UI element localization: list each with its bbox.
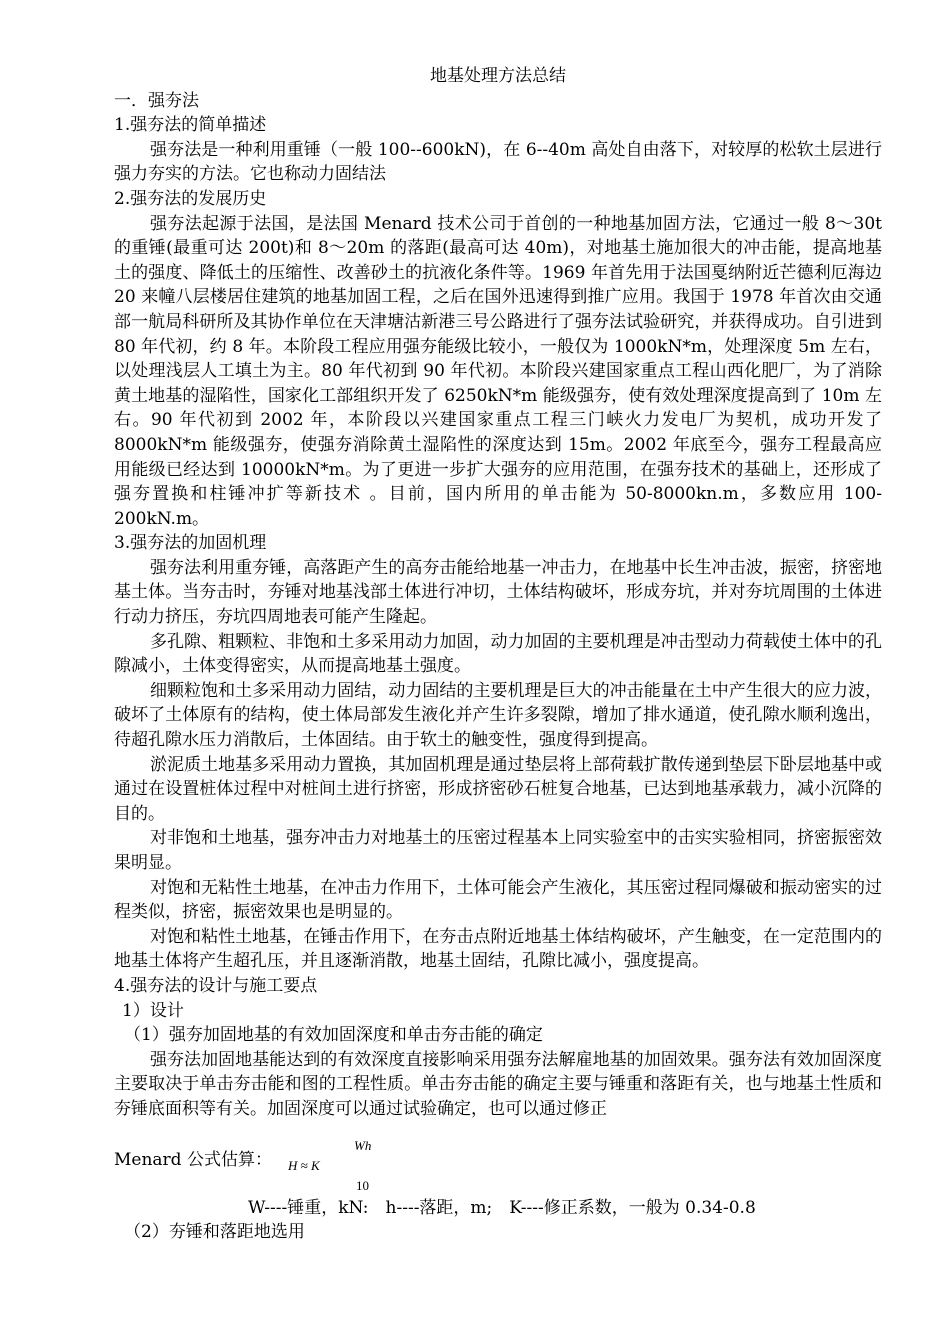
document-page: [114, 64, 882, 1245]
formula-definitions: W----锤重，kN: h----落距，m; K----修正系数，一般为 0.34-0.8: [248, 1197, 756, 1218]
paragraph: 强夯法是一种利用重锤（一般 100--600kN)，在 6--40m 高处自由落下，对较厚的松软土层进行强力夯实的方法。它也称动力固结法: [114, 139, 882, 185]
paragraph: 强夯法起源于法国，是法国 Menard 技术公司于首创的一种地基加固方法，它通过一般 8～30t 的重锤(最重可达 200t)和 8～20m 的落距(最高可达 40m)，对地基土施加很大的冲击能，提高地基土的强度、降低土的压缩性、改善砂土的抗液化条件等。1969 年首先用于法国戛纳附近芒德利厄海边 20 来幢八层楼居住建筑的地基加固工程，之后在国外迅速得到推广应用。我国于 1978 年首次由交通部一航局科研所及其协作单位在天津塘沽新港三号公路进行了强夯法试验研究，并获得成功。自引进到 80 年代初，约 8 年。本阶段工程应用强夯能级比较小，一般仅为 1000kN*m，处理深度 5m 左右，以处理浅层人工填土为主。80 年代初到 90 年代初。本阶段兴建国家重点工程山西化肥厂，为了消除黄土地基的湿陷性，国家化工部组织开发了 6250kN*m 能级强夯，使有效处理深度提高到了 10m 左右。90 年代初到 2002 年，本阶段以兴建国家重点工程三门峡火力发电厂为契机，成功开发了 8000kN*m 能级强夯，使强夯消除黄土湿陷性的深度达到 15m。2002 年底至今，强夯工程最高应用能级已经达到 10000kN*m。为了更进一步扩大强夯的应用范围，在强夯技术的基础上，还形成了强夯置换和柱锤冲扩等新技术 。目前，国内所用的单击能为 50-8000kn.m，多数应用 100-200kN.m。: [114, 213, 882, 529]
subsection-heading: 3.强夯法的加固机理: [114, 533, 267, 554]
list-item: 1）设计: [122, 1000, 184, 1021]
formula-label: Menard 公式估算：: [114, 1149, 272, 1170]
formula-numerator: Wh: [354, 1137, 372, 1153]
formula-denominator: 10: [356, 1177, 369, 1193]
paragraph: 细颗粒饱和土多采用动力固结，动力固结的主要机理是巨大的冲击能量在土中产生很大的应力波，破坏了土体原有的结构，使土体局部发生液化并产生许多裂隙，增加了排水通道，使孔隙水顺利逸出，待超孔隙水压力消散后，土体固结。由于软土的触变性，强度得到提高。: [114, 680, 882, 751]
subsection-heading: 2.强夯法的发展历史: [114, 188, 267, 209]
list-item: （2）夯锤和落距地选用: [124, 1222, 305, 1243]
subsection-heading: 1.强夯法的简单描述: [114, 115, 267, 136]
paragraph: 淤泥质土地基多采用动力置换，其加固机理是通过垫层将上部荷载扩散传递到垫层下卧层地基中或通过在设置桩体过程中对桩间土进行挤密，形成挤密砂石桩复合地基，已达到地基承载力，减小沉降的目的。: [114, 754, 882, 824]
list-item: （1）强夯加固地基的有效加固深度和单击夯击能的确定: [124, 1025, 543, 1046]
menard-formula: [288, 1138, 388, 1196]
subsection-heading: 4.强夯法的设计与施工要点: [114, 975, 318, 996]
document-title: 地基处理方法总结: [430, 66, 566, 86]
formula-row: [114, 1138, 882, 1196]
paragraph: 对非饱和土地基，强夯冲击力对地基土的压密过程基本上同实验室中的击实实验相同，挤密振密效果明显。: [114, 828, 882, 873]
section-heading: 一．强夯法: [114, 90, 199, 111]
paragraph: 多孔隙、粗颗粒、非饱和土多采用动力加固，动力加固的主要机理是冲击型动力荷载使土体中的孔隙减小，土体变得密实，从而提高地基土强度。: [114, 631, 882, 677]
paragraph: 强夯法加固地基能达到的有效深度直接影响采用强夯法解雇地基的加固效果。强夯法有效加固深度主要取决于单击夯击能和图的工程性质。单击夯击能的确定主要与锤重和落距有关，也与地基土性质和夯锤底面积等有关。加固深度可以通过试验确定，也可以通过修正: [114, 1049, 882, 1119]
formula-lhs: H ≈ K: [288, 1157, 320, 1173]
paragraph: 强夯法利用重夯锤，高落距产生的高夯击能给地基一冲击力，在地基中长生冲击波，振密，挤密地基土体。当夯击时，夯锤对地基浅部土体进行冲切，土体结构破坏，形成夯坑，并对夯坑周围的土体进行动力挤压，夯坑四周地表可能产生隆起。: [114, 557, 882, 628]
paragraph: 对饱和无粘性土地基，在冲击力作用下，土体可能会产生液化，其压密过程同爆破和振动密实的过程类似，挤密，振密效果也是明显的。: [114, 877, 882, 923]
paragraph: 对饱和粘性土地基，在锤击作用下，在夯击点附近地基土体结构破坏，产生触变，在一定范围内的地基土体将产生超孔压，并且逐渐消散，地基土固结，孔隙比减小，强度提高。: [114, 926, 882, 972]
